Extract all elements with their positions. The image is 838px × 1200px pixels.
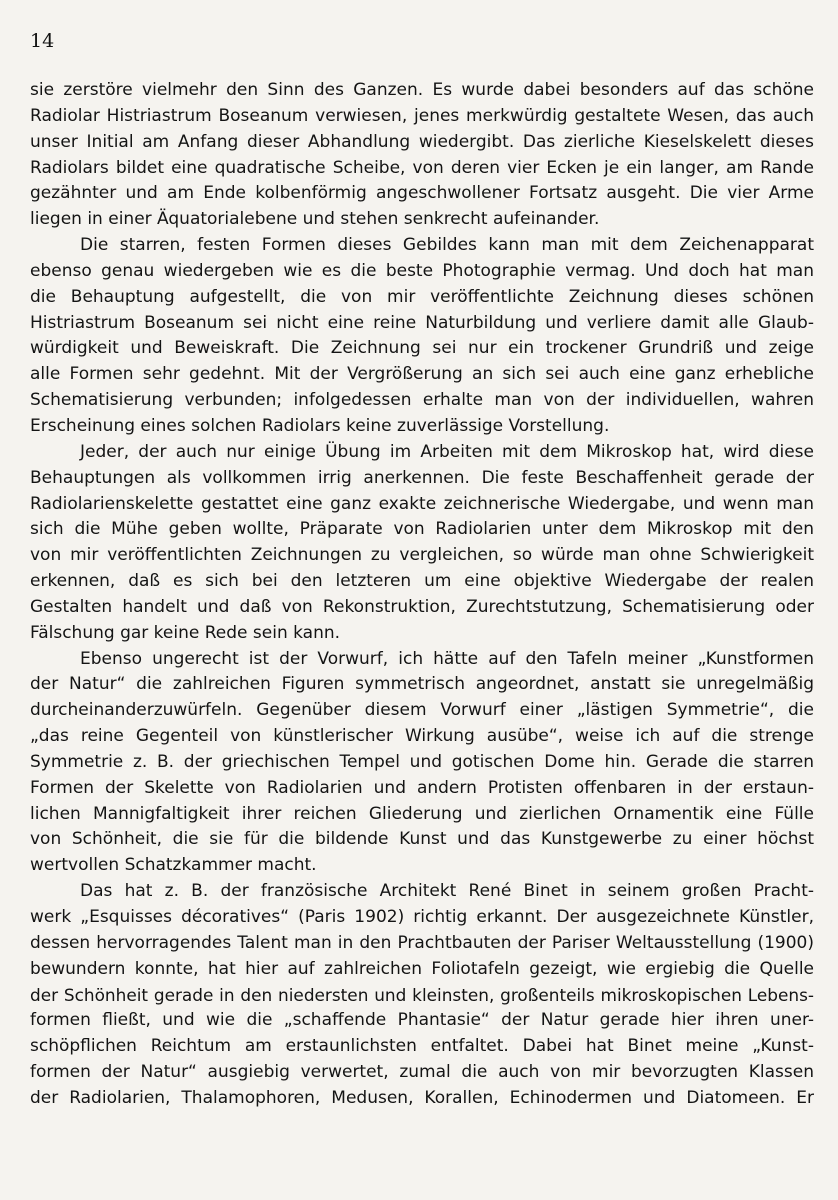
text-line: Gestalten handelt und daß von Rekonstruktion, Zurechtstutzung, Schematisierung oder bbox=[30, 596, 814, 617]
text-line: Radiolar Histriastrum Boseanum verwiesen, jenes merkwürdig gestaltete Wesen, das auch bbox=[30, 105, 814, 126]
text-line: Jeder, der auch nur einige Übung im Arbeiten mit dem Mikroskop hat, wird diese bbox=[80, 441, 814, 462]
text-line: dessen hervorragendes Talent man in den Prachtbauten der Pariser Weltausstellung (1900) bbox=[30, 932, 814, 953]
text-line: Radiolars bildet eine quadratische Scheibe, von deren vier Ecken je ein langer, am Rande bbox=[30, 157, 814, 178]
text-line: der Radiolarien, Thalamophoren, Medusen, Korallen, Echinodermen und Diatomeen. Er bbox=[30, 1087, 814, 1108]
paragraph-3 bbox=[30, 440, 814, 647]
paragraph-2 bbox=[30, 233, 814, 440]
text-line: durcheinanderzuwürfeln. Gegenüber diesem Vorwurf einer „lästigen Symmetrie“, die bbox=[30, 700, 814, 721]
text-line: gezähnter und am Ende kolbenförmig angeschwollener Fortsatz ausgeht. Die vier Arme bbox=[30, 183, 814, 204]
body-text bbox=[30, 78, 814, 1112]
text-line: Symmetrie z. B. der griechischen Tempel und gotischen Dome hin. Gerade die starren bbox=[30, 751, 814, 772]
text-line: würdigkeit und Beweiskraft. Die Zeichnung sei nur ein trockener Grundriß und zeige bbox=[30, 338, 814, 359]
text-line: sie zerstöre vielmehr den Sinn des Ganzen. Es wurde dabei besonders auf das schöne bbox=[30, 80, 814, 100]
text-line: formen fließt, und wie die „schaffende Phantasie“ der Natur gerade hier ihren uner- bbox=[30, 1010, 814, 1031]
text-line: erkennen, daß es sich bei den letzteren um eine objektive Wiedergabe der realen bbox=[30, 571, 814, 592]
text-line: Formen der Skelette von Radiolarien und andern Protisten offenbaren in der erstaun- bbox=[30, 777, 814, 798]
text-line: werk „Esquisses décoratives“ (Paris 1902) richtig erkannt. Der ausgezeichnete Künstler, bbox=[30, 907, 814, 927]
text-line: von Schönheit, die sie für die bildende Kunst und das Kunstgewerbe zu einer höchst bbox=[30, 829, 814, 850]
text-line: liegen in einer Äquatorialebene und stehen senkrecht aufeinander. bbox=[30, 209, 600, 230]
text-line: „das reine Gegenteil von künstlerischer Wirkung ausübe“, weise ich auf die strenge bbox=[30, 726, 814, 747]
text-line: der Schönheit gerade in den niedersten und kleinsten, großenteils mikroskopischen Lebens- bbox=[30, 984, 814, 1005]
text-line: Histriastrum Boseanum sei nicht eine reine Naturbildung und verliere damit alle Glaub- bbox=[30, 312, 814, 333]
text-line: Radiolarienskelette gestattet eine ganz exakte zeichnerische Wiedergabe, und wenn man bbox=[30, 493, 814, 514]
text-line: Das hat z. B. der französische Architekt René Binet in seinem großen Pracht- bbox=[80, 881, 814, 902]
text-line: Behauptungen als vollkommen irrig anerkennen. Die feste Beschaffenheit gerade der bbox=[30, 467, 814, 488]
text-line: schöpflichen Reichtum am erstaunlichsten entfaltet. Dabei hat Binet meine „Kunst- bbox=[30, 1036, 814, 1057]
text-line: formen der Natur“ ausgiebig verwertet, zumal die auch von mir bevorzugten Klassen bbox=[30, 1062, 814, 1083]
paragraph-4 bbox=[30, 647, 814, 880]
text-line: von mir veröffentlichten Zeichnungen zu vergleichen, so würde man ohne Schwierigkeit bbox=[30, 545, 814, 566]
text-line: Ebenso ungerecht ist der Vorwurf, ich hätte auf den Tafeln meiner „Kunstformen bbox=[80, 648, 814, 669]
text-line: wertvollen Schatzkammer macht. bbox=[30, 855, 317, 876]
text-line: der Natur“ die zahlreichen Figuren symmetrisch angeordnet, anstatt sie unregelmäßig bbox=[30, 674, 814, 695]
text-line: Schematisierung verbunden; infolgedessen erhalte man von der individuellen, wahren bbox=[30, 390, 814, 411]
text-line: die Behauptung aufgestellt, die von mir veröffentlichte Zeichnung dieses schönen bbox=[30, 286, 814, 307]
text-line: ebenso genau wiedergeben wie es die beste Photographie vermag. Und doch hat man bbox=[30, 260, 814, 281]
text-line: sich die Mühe geben wollte, Präparate von Radiolarien unter dem Mikroskop mit den bbox=[30, 519, 814, 540]
paragraph-1 bbox=[30, 78, 814, 233]
text-line: Fälschung gar keine Rede sein kann. bbox=[30, 622, 341, 643]
text-line: Erscheinung eines solchen Radiolars keine zuverlässige Vorstellung. bbox=[30, 415, 610, 436]
text-line: unser Initial am Anfang dieser Abhandlung wiedergibt. Das zierliche Kieselskelett dieses bbox=[30, 131, 814, 152]
text-line: bewundern konnte, hat hier auf zahlreichen Foliotafeln gezeigt, wie ergiebig die Quelle bbox=[30, 958, 814, 979]
page-number: 14 bbox=[30, 30, 55, 52]
text-line: Die starren, festen Formen dieses Gebildes kann man mit dem Zeichenapparat bbox=[80, 235, 814, 256]
text-line: alle Formen sehr gedehnt. Mit der Vergrößerung an sich sei auch eine ganz erhebliche bbox=[30, 364, 814, 385]
text-line: lichen Mannigfaltigkeit ihrer reichen Gliederung und zierlichen Ornamentik eine Fülle bbox=[30, 803, 814, 824]
paragraph-5 bbox=[30, 879, 814, 1112]
